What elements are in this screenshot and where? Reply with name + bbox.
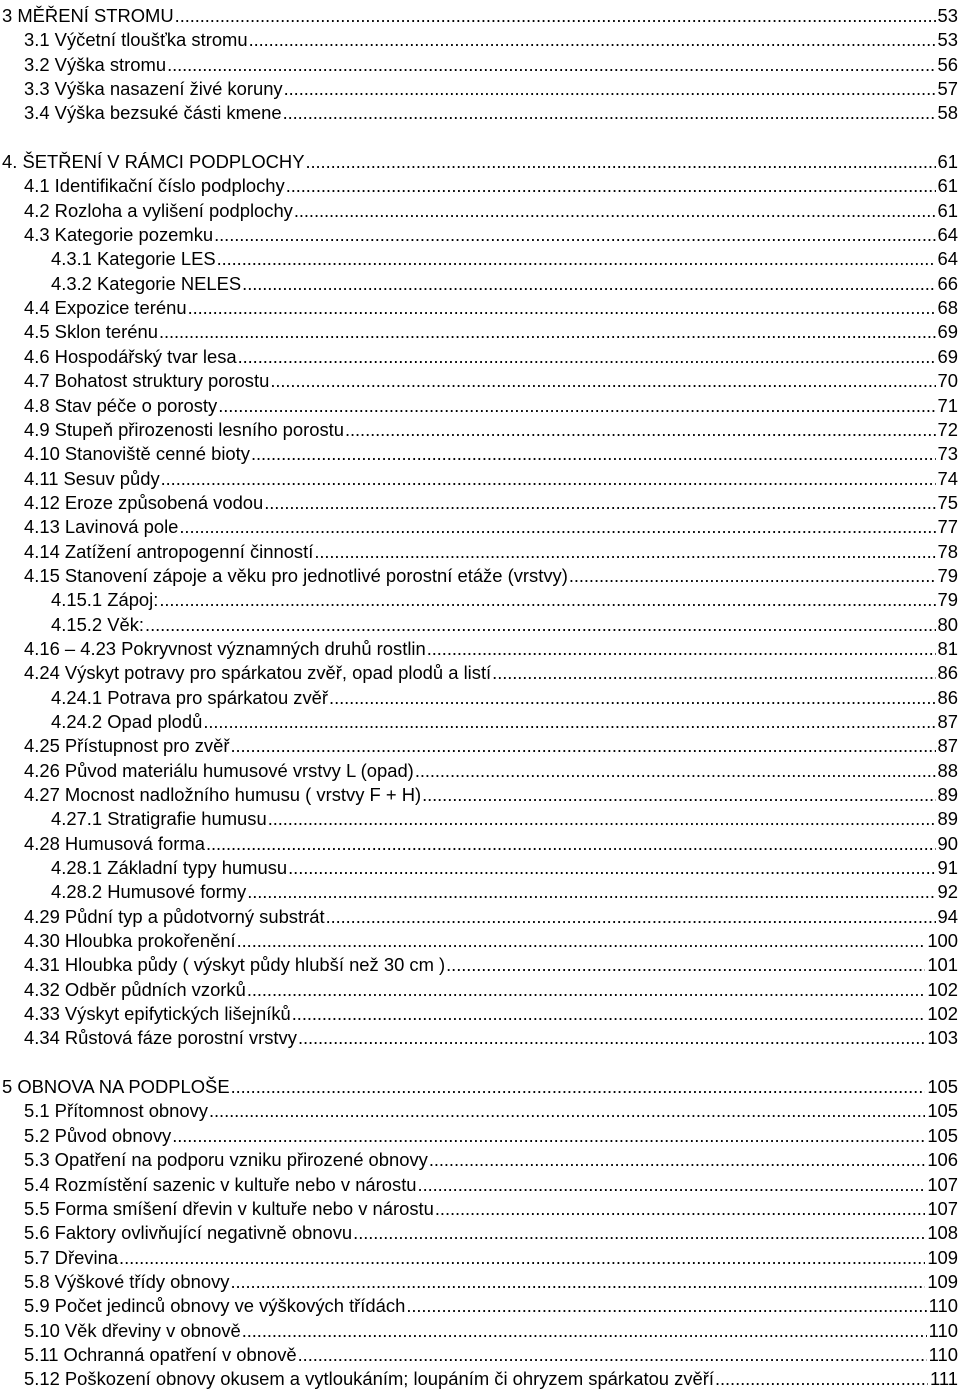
toc-entry-label: 4.24.2 Opad plodů [51,710,203,732]
toc-entry-label: 5.2 Původ obnovy [24,1124,172,1146]
toc-entry-page-number: 107 [927,1173,958,1195]
toc-entry-label: 4.2 Rozloha a vylišení podplochy [24,199,293,221]
toc-entry[interactable] [2,1294,958,1318]
toc-entry-page-number: 64 [937,224,958,246]
toc-entry[interactable] [2,296,958,320]
toc-entry-label: 4.25 Přístupnost pro zvěř [24,735,230,757]
toc-dot-leader [203,710,935,734]
toc-dot-leader [329,686,935,710]
toc-entry[interactable] [2,418,958,442]
toc-entry-label: 4.4 Expozice terénu [24,297,187,319]
toc-dot-leader [247,880,935,904]
toc-entry[interactable] [2,832,958,856]
toc-entry[interactable] [2,613,958,637]
toc-entry[interactable] [2,28,958,52]
toc-entry[interactable] [2,880,958,904]
toc-entry[interactable] [2,734,958,758]
toc-entry-page-number: 74 [937,467,958,489]
toc-entry-page-number: 92 [937,881,958,903]
toc-entry-page-number: 73 [937,443,958,465]
toc-entry[interactable] [2,661,958,685]
toc-entry-label: 4.32 Odběr půdních vzorků [24,978,246,1000]
toc-entry[interactable] [2,929,958,953]
toc-dot-leader [242,272,935,296]
toc-entry[interactable] [2,905,958,929]
toc-entry-label: 4.5 Sklon terénu [24,321,158,343]
toc-dot-leader [446,953,925,977]
toc-entry-label: 5.10 Věk dřeviny v obnově [24,1319,241,1341]
toc-entry-page-number: 57 [937,78,958,100]
toc-entry[interactable] [2,442,958,466]
toc-entry-label: 3.1 Výčetní tloušťka stromu [24,29,248,51]
toc-dot-leader [422,783,935,807]
toc-dot-leader [314,540,935,564]
toc-entry[interactable] [2,1026,958,1050]
toc-entry-label: 3.4 Výška bezsuké části kmene [24,102,282,124]
toc-entry[interactable] [2,1270,958,1294]
toc-dot-leader [294,199,936,223]
toc-dot-leader [209,1099,925,1123]
toc-entry[interactable] [2,199,958,223]
toc-entry[interactable] [2,491,958,515]
toc-entry-page-number: 89 [937,808,958,830]
toc-entry[interactable] [2,759,958,783]
toc-entry-page-number: 108 [927,1222,958,1244]
toc-entry[interactable] [2,272,958,296]
toc-entry-label: 4.3.2 Kategorie NELES [51,272,242,294]
toc-entry[interactable] [2,807,958,831]
toc-entry-label: 3.2 Výška stromu [24,53,167,75]
toc-entry-page-number: 86 [937,662,958,684]
toc-entry[interactable] [2,637,958,661]
toc-entry[interactable] [2,978,958,1002]
toc-entry-page-number: 88 [937,759,958,781]
toc-entry-page-number: 79 [937,564,958,586]
toc-dot-leader [145,613,935,637]
toc-dot-leader [161,467,936,491]
toc-entry[interactable] [2,710,958,734]
toc-entry-label: 4.13 Lavinová pole [24,516,179,538]
toc-entry-page-number: 61 [937,151,958,173]
toc-dot-leader [119,1246,925,1270]
toc-entry[interactable] [2,953,958,977]
toc-dot-leader [283,101,936,125]
toc-entry[interactable] [2,1075,958,1099]
toc-entry-page-number: 105 [927,1124,958,1146]
toc-dot-leader [206,832,936,856]
toc-entry[interactable] [2,1343,958,1367]
toc-entry-label: 4.28 Humusová forma [24,832,205,854]
toc-entry[interactable] [2,1002,958,1026]
toc-entry-label: 4.8 Stav péče o porosty [24,394,218,416]
toc-dot-leader [270,369,935,393]
toc-entry-label: 4.15 Stanovení zápoje a věku pro jednotlivé porostní etáže (vrstvy) [24,564,568,586]
toc-entry-label: 4.14 Zatížení antropogenní činností [24,540,314,562]
toc-dot-leader [238,345,936,369]
toc-entry[interactable] [2,686,958,710]
toc-entry-page-number: 69 [937,345,958,367]
toc-entry-page-number: 105 [927,1076,958,1098]
toc-entry[interactable] [2,369,958,393]
toc-entry-page-number: 90 [937,832,958,854]
toc-entry-page-number: 70 [937,370,958,392]
toc-entry-page-number: 110 [928,1295,958,1317]
toc-entry-page-number: 68 [937,297,958,319]
toc-entry[interactable] [2,1367,958,1391]
toc-dot-leader [345,418,936,442]
toc-entry-label: 4.6 Hospodářský tvar lesa [24,345,237,367]
toc-dot-leader [249,28,936,52]
toc-entry-page-number: 106 [927,1149,958,1171]
toc-entry-page-number: 107 [927,1197,958,1219]
toc-entry[interactable] [2,540,958,564]
toc-dot-leader [284,77,936,101]
toc-entry-page-number: 109 [927,1270,958,1292]
toc-entry-label: 4.27 Mocnost nadložního humusu ( vrstvy F + H) [24,784,422,805]
toc-dot-leader [167,53,935,77]
toc-entry-page-number: 110 [928,1319,958,1341]
toc-entry[interactable] [2,467,958,491]
toc-dot-leader [415,759,936,783]
toc-dot-leader [406,1294,926,1318]
toc-entry[interactable] [2,564,958,588]
toc-entry-page-number: 77 [937,516,958,538]
toc-entry-label: 4. ŠETŘENÍ V RÁMCI PODPLOCHY [2,151,305,173]
toc-dot-leader [418,1173,926,1197]
toc-dot-leader [231,1075,926,1099]
toc-entry-label: 4.34 Růstová fáze porostní vrstvy [24,1027,297,1049]
toc-entry[interactable] [2,856,958,880]
toc-entry-page-number: 81 [937,637,958,659]
toc-entry-label: 4.3.1 Kategorie LES [51,248,216,270]
toc-entry-label: 4.28.2 Humusové formy [51,881,247,903]
toc-entry[interactable] [2,53,958,77]
toc-entry-label: 4.9 Stupeň přirozenosti lesního porostu [24,418,344,440]
toc-entry-label: 4.29 Půdní typ a půdotvorný substrát [24,905,325,927]
toc-dot-leader [247,978,925,1002]
toc-entry-label: 4.7 Bohatost struktury porostu [24,370,270,392]
toc-dot-leader [288,856,935,880]
toc-entry[interactable] [2,1197,958,1221]
toc-entry-label: 4.10 Stanoviště cenné bioty [24,443,250,465]
toc-entry-label: 4.15.2 Věk: [51,613,145,635]
toc-entry-page-number: 109 [927,1246,958,1268]
toc-entry-label: 4.28.1 Základní typy humusu [51,857,288,879]
toc-entry-page-number: 72 [937,418,958,440]
toc-entry-label: 5.1 Přítomnost obnovy [24,1100,209,1122]
toc-entry-page-number: 75 [937,491,958,513]
toc-entry-page-number: 86 [937,686,958,708]
toc-dot-leader [218,394,935,418]
toc-entry-page-number: 69 [937,321,958,343]
toc-entry[interactable] [2,150,958,174]
toc-entry[interactable] [2,1246,958,1270]
toc-entry-page-number: 61 [937,199,958,221]
toc-dot-leader [298,1026,925,1050]
toc-entry-page-number: 80 [937,613,958,635]
toc-entry-page-number: 78 [937,540,958,562]
toc-entry-label: 5.12 Poškození obnovy okusem a vytloukáním; loupáním či ohryzem spárkatou zvěří [24,1368,714,1390]
toc-entry[interactable] [2,1319,958,1343]
toc-entry-page-number: 79 [937,589,958,611]
toc-dot-leader [306,150,936,174]
toc-entry-page-number: 58 [937,102,958,124]
toc-dot-leader [427,637,936,661]
table-of-contents [2,4,958,1392]
toc-dot-leader [159,588,935,612]
toc-entry-label: 4.15.1 Zápoj: [51,589,159,611]
toc-entry[interactable] [2,1148,958,1172]
toc-dot-leader [214,223,935,247]
toc-entry-label: 4.26 Původ materiálu humusové vrstvy L (opad) [24,759,414,781]
toc-entry[interactable] [2,223,958,247]
toc-entry[interactable] [2,320,958,344]
toc-dot-leader [326,905,936,929]
toc-dot-leader [353,1221,925,1245]
toc-dot-leader [264,491,935,515]
toc-entry[interactable] [2,588,958,612]
toc-dot-leader [268,807,936,831]
toc-entry-page-number: 53 [937,29,958,51]
toc-entry-label: 4.30 Hloubka prokořenění [24,930,236,952]
toc-entry[interactable] [2,101,958,125]
toc-entry-label: 5.11 Ochranná opatření v obnově [24,1343,297,1365]
toc-entry-label: 4.33 Výskyt epifytických lišejníků [24,1003,291,1025]
toc-entry-label: 4.27.1 Stratigrafie humusu [51,808,267,830]
toc-dot-leader [175,4,936,28]
toc-entry-label: 5.7 Dřevina [24,1246,119,1268]
toc-dot-leader [217,247,936,271]
toc-entry[interactable] [2,4,958,28]
toc-entry-page-number: 102 [927,1003,958,1025]
toc-entry-page-number: 94 [937,905,958,927]
toc-entry-label: 4.24 Výskyt potravy pro spárkatou zvěř, opad plodů a listí [24,662,492,684]
toc-entry-label: 4.12 Eroze způsobená vodou [24,491,264,513]
toc-entry[interactable] [2,1221,958,1245]
toc-entry-label: 3 MĚŘENÍ STROMU [2,5,174,26]
toc-entry-page-number: 53 [937,5,958,26]
toc-entry-label: 5.8 Výškové třídy obnovy [24,1270,230,1292]
toc-entry-label: 5.5 Forma smíšení dřevin v kultuře nebo v nárostu [24,1197,434,1219]
toc-dot-leader [179,515,935,539]
toc-entry-label: 4.24.1 Potrava pro spárkatou zvěř [51,686,329,708]
toc-entry-page-number: 66 [937,272,958,294]
toc-dot-leader [242,1319,927,1343]
toc-entry[interactable] [2,174,958,198]
toc-dot-leader [292,1002,926,1026]
toc-dot-leader [715,1367,928,1391]
toc-dot-leader [286,174,936,198]
toc-dot-leader [230,734,935,758]
toc-entry-label: 5.4 Rozmístění sazenic v kultuře nebo v nárostu [24,1173,417,1195]
toc-entry-page-number: 103 [927,1027,958,1049]
toc-entry[interactable] [2,345,958,369]
toc-entry-page-number: 56 [937,53,958,75]
toc-entry-page-number: 64 [937,248,958,270]
toc-entry[interactable] [2,515,958,539]
toc-entry[interactable] [2,783,958,807]
toc-dot-leader [237,929,926,953]
toc-entry-label: 4.1 Identifikační číslo podplochy [24,175,285,197]
toc-entry-label: 5 OBNOVA NA PODPLOŠE [2,1076,230,1098]
toc-entry-page-number: 61 [937,175,958,197]
toc-entry[interactable] [2,394,958,418]
toc-entry-label: 4.3 Kategorie pozemku [24,224,214,246]
toc-entry-page-number: 105 [927,1100,958,1122]
toc-entry-page-number: 111 [930,1368,958,1390]
toc-entry[interactable] [2,77,958,101]
toc-entry-page-number: 101 [927,954,958,976]
toc-entry-label: 5.9 Počet jedinců obnovy ve výškových třídách [24,1295,406,1317]
toc-entry[interactable] [2,1124,958,1148]
toc-entry-label: 5.3 Opatření na podporu vzniku přirozené obnovy [24,1149,428,1171]
toc-entry[interactable] [2,1099,958,1123]
toc-entry-page-number: 71 [937,394,958,416]
toc-entry-page-number: 89 [937,784,958,805]
toc-entry-label: 4.31 Hloubka půdy ( výskyt půdy hlubší než 30 cm ) [24,954,446,976]
toc-entry[interactable] [2,247,958,271]
toc-entry-label: 3.3 Výška nasazení živé koruny [24,78,283,100]
toc-entry-label: 5.6 Faktory ovlivňující negativně obnovu [24,1222,353,1244]
toc-entry-page-number: 87 [937,735,958,757]
toc-entry[interactable] [2,1173,958,1197]
toc-entry-label: 4.16 – 4.23 Pokryvnost významných druhů rostlin [24,637,426,659]
toc-dot-leader [230,1270,925,1294]
toc-entry-page-number: 100 [927,930,958,952]
toc-dot-leader [159,320,936,344]
toc-entry-page-number: 102 [927,978,958,1000]
toc-entry-page-number: 110 [928,1343,958,1365]
toc-dot-leader [188,296,936,320]
toc-dot-leader [569,564,936,588]
toc-dot-leader [172,1124,925,1148]
toc-dot-leader [298,1343,927,1367]
toc-dot-leader [492,661,935,685]
toc-dot-leader [251,442,936,466]
toc-dot-leader [435,1197,925,1221]
toc-entry-page-number: 87 [937,710,958,732]
toc-entry-page-number: 91 [937,857,958,879]
toc-entry-label: 4.11 Sesuv půdy [24,467,160,489]
toc-dot-leader [429,1148,925,1172]
